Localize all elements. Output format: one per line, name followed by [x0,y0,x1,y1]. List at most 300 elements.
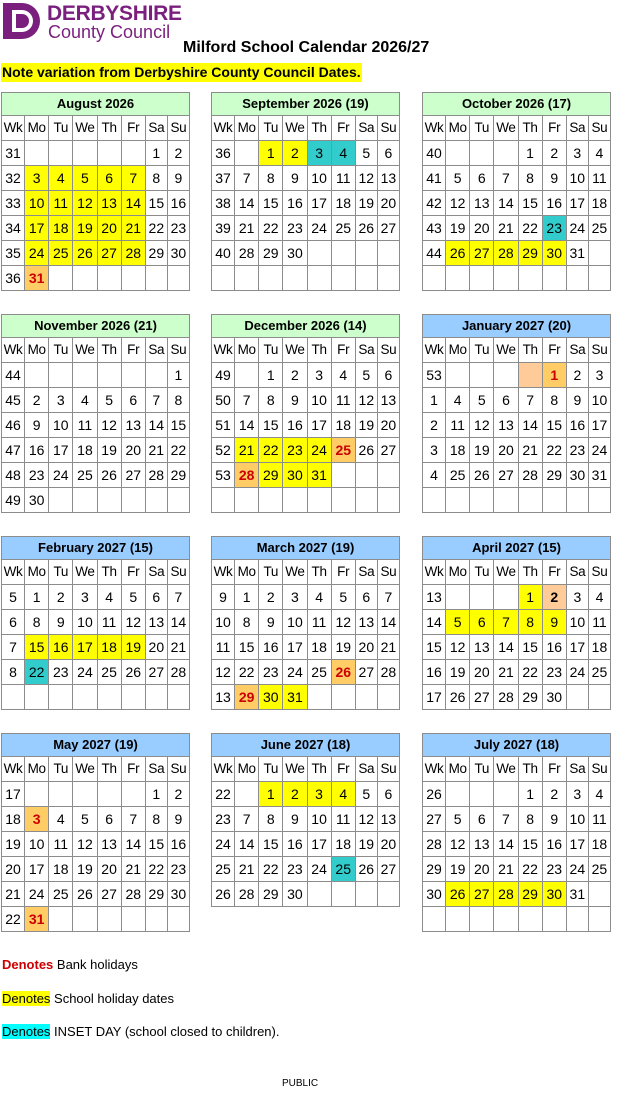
day-cell: 27 [377,216,399,241]
day-cell: 25 [588,660,610,685]
day-cell: 3 [566,141,588,166]
day-cell: 8 [145,807,167,832]
day-cell: 5 [73,807,97,832]
week-number [212,488,235,513]
week-number-header: Wk [423,560,446,585]
day-cell [446,488,470,513]
day-cell: 7 [494,610,518,635]
day-cell: 18 [307,635,331,660]
day-cell: 30 [167,241,189,266]
day-cell: 17 [283,635,307,660]
week-number: 43 [423,216,446,241]
day-cell: 28 [494,241,518,266]
logo-line2: County Council [48,22,171,42]
day-cell [307,685,331,710]
month-calendar [1,733,190,932]
day-cell: 9 [566,388,588,413]
week-row [2,388,190,413]
week-row [2,191,190,216]
day-cell: 5 [446,166,470,191]
legend-key: Denotes [2,1024,51,1039]
weekday-header: Fr [542,560,566,585]
day-cell: 14 [121,191,145,216]
day-cell: 14 [235,191,259,216]
week-row [212,363,400,388]
week-number: 35 [2,241,25,266]
day-cell: 28 [494,882,518,907]
day-cell: 9 [167,807,189,832]
week-row [212,882,400,907]
week-row [423,241,611,266]
week-number: 21 [2,882,25,907]
day-cell: 20 [470,660,494,685]
day-cell [377,882,399,907]
day-cell [355,241,377,266]
day-cell [588,685,610,710]
day-cell: 7 [235,166,259,191]
week-row [2,585,190,610]
day-cell: 4 [73,388,97,413]
day-cell: 18 [588,635,610,660]
week-row [212,685,400,710]
week-number-header: Wk [212,116,235,141]
week-number: 14 [423,610,446,635]
week-number: 50 [212,388,235,413]
weekday-header: Su [588,116,610,141]
day-cell: 12 [331,610,355,635]
day-cell [307,241,331,266]
day-cell [73,488,97,513]
day-cell: 6 [121,388,145,413]
day-cell: 28 [377,660,399,685]
day-cell [446,363,470,388]
day-cell: 18 [73,438,97,463]
weekday-header: Tu [49,757,73,782]
day-cell: 2 [49,585,73,610]
week-number: 12 [212,660,235,685]
week-number: 40 [212,241,235,266]
week-row [212,660,400,685]
day-cell [167,907,189,932]
day-cell: 17 [25,216,49,241]
day-cell: 1 [518,782,542,807]
day-cell: 25 [588,216,610,241]
day-cell: 16 [542,635,566,660]
week-row [212,635,400,660]
day-cell: 13 [494,413,518,438]
weekday-header: We [283,560,307,585]
week-row [423,363,611,388]
day-cell: 6 [145,585,167,610]
day-cell: 27 [377,438,399,463]
day-cell [355,488,377,513]
week-row [423,216,611,241]
day-cell: 2 [167,141,189,166]
day-cell: 20 [377,413,399,438]
day-cell: 7 [121,166,145,191]
day-cell [49,266,73,291]
week-number: 52 [212,438,235,463]
day-cell: 18 [588,191,610,216]
day-cell: 25 [49,882,73,907]
day-cell: 11 [49,191,73,216]
weekday-header: Su [377,338,399,363]
day-cell: 15 [259,832,283,857]
day-cell: 20 [121,438,145,463]
day-cell: 26 [446,882,470,907]
day-cell: 5 [355,363,377,388]
day-cell: 7 [518,388,542,413]
week-number: 6 [2,610,25,635]
day-cell: 21 [235,438,259,463]
day-cell: 17 [566,832,588,857]
day-cell: 28 [494,685,518,710]
week-number: 4 [423,463,446,488]
day-cell [121,488,145,513]
day-cell: 12 [73,191,97,216]
day-cell: 24 [283,660,307,685]
week-number: 34 [2,216,25,241]
day-cell: 12 [470,413,494,438]
day-cell: 7 [235,807,259,832]
day-cell [542,907,566,932]
weekday-header: Tu [470,757,494,782]
legend-key: Denotes [2,957,54,972]
day-cell [283,488,307,513]
day-cell [494,363,518,388]
day-cell: 10 [566,807,588,832]
legend-bank-holidays [2,957,138,972]
day-cell: 8 [25,610,49,635]
day-cell: 22 [259,216,283,241]
day-cell: 23 [283,438,307,463]
weekday-header: Su [588,560,610,585]
day-cell [518,907,542,932]
day-cell: 21 [518,438,542,463]
day-cell [377,241,399,266]
day-cell: 31 [566,241,588,266]
day-cell: 6 [97,807,121,832]
day-cell: 6 [377,363,399,388]
day-cell [49,363,73,388]
day-cell [377,685,399,710]
day-cell: 10 [283,610,307,635]
day-cell [235,363,259,388]
weekday-header: Fr [542,116,566,141]
day-cell: 8 [167,388,189,413]
day-cell [331,882,355,907]
week-number: 44 [423,241,446,266]
weekday-header: Mo [446,757,470,782]
week-number: 8 [2,660,25,685]
week-row [2,857,190,882]
day-cell: 1 [518,141,542,166]
day-cell: 11 [331,388,355,413]
day-cell: 20 [97,857,121,882]
weekday-header: Mo [235,338,259,363]
month-calendar [211,536,400,710]
day-cell: 2 [542,782,566,807]
day-cell [446,585,470,610]
day-cell [494,585,518,610]
footer-classification: PUBLIC [282,1078,319,1089]
month-title: August 2026 [2,93,190,116]
day-cell: 23 [167,857,189,882]
month-title: October 2026 (17) [423,93,611,116]
week-number: 44 [2,363,25,388]
day-cell: 27 [470,241,494,266]
weekday-header: Tu [49,338,73,363]
day-cell: 30 [542,685,566,710]
day-cell [307,882,331,907]
week-number: 15 [423,635,446,660]
day-cell: 16 [167,191,189,216]
day-cell: 21 [167,635,189,660]
day-cell [145,363,167,388]
weekday-header: Tu [470,560,494,585]
week-number: 9 [212,585,235,610]
day-cell [446,782,470,807]
week-row [423,882,611,907]
day-cell: 28 [235,241,259,266]
day-cell: 13 [470,832,494,857]
day-cell: 14 [494,832,518,857]
day-cell [97,782,121,807]
day-cell: 22 [145,216,167,241]
day-cell: 23 [283,216,307,241]
day-cell [331,685,355,710]
day-cell: 24 [566,857,588,882]
day-cell: 29 [259,463,283,488]
day-cell: 19 [73,216,97,241]
week-number: 30 [423,882,446,907]
week-row [423,463,611,488]
day-cell: 5 [470,388,494,413]
weekday-header: Su [588,338,610,363]
day-cell: 15 [259,191,283,216]
day-cell: 3 [566,585,588,610]
weekday-header: Th [307,757,331,782]
weekday-header: Sa [145,338,167,363]
week-row [2,266,190,291]
day-cell: 13 [355,610,377,635]
week-row [2,807,190,832]
month-calendar [422,314,611,513]
weekday-header: Fr [542,338,566,363]
week-number: 38 [212,191,235,216]
week-row [2,685,190,710]
weekday-header: Sa [566,338,588,363]
day-cell: 13 [97,191,121,216]
week-number: 22 [2,907,25,932]
day-cell [355,685,377,710]
day-cell: 19 [446,216,470,241]
weekday-header: Su [167,116,189,141]
day-cell: 27 [494,463,518,488]
week-row [2,166,190,191]
week-number: 23 [212,807,235,832]
day-cell: 15 [235,635,259,660]
day-cell: 15 [518,832,542,857]
day-cell [331,463,355,488]
day-cell [97,141,121,166]
weekday-header: Su [377,757,399,782]
week-number: 19 [2,832,25,857]
week-row [2,363,190,388]
weekday-header: Mo [235,757,259,782]
day-cell: 22 [145,857,167,882]
day-cell [542,488,566,513]
day-cell: 30 [283,463,307,488]
day-cell: 3 [25,166,49,191]
weekday-header: Tu [470,338,494,363]
weekday-header: Fr [121,338,145,363]
day-cell: 5 [446,610,470,635]
day-cell [588,882,610,907]
day-cell [470,907,494,932]
week-number: 39 [212,216,235,241]
day-cell: 18 [588,832,610,857]
day-cell: 24 [307,438,331,463]
day-cell: 19 [331,635,355,660]
day-cell [73,363,97,388]
day-cell: 9 [49,610,73,635]
day-cell: 10 [588,388,610,413]
day-cell [49,685,73,710]
day-cell: 10 [73,610,97,635]
week-number: 49 [2,488,25,513]
day-cell: 13 [145,610,167,635]
day-cell: 28 [235,463,259,488]
day-cell: 4 [307,585,331,610]
weekday-header: Fr [331,116,355,141]
weekday-header: Tu [259,338,283,363]
day-cell: 27 [97,241,121,266]
weekday-header: Mo [25,338,49,363]
day-cell: 28 [235,882,259,907]
week-number [212,266,235,291]
day-cell: 11 [588,166,610,191]
week-number [423,488,446,513]
week-row [212,413,400,438]
month-title: April 2027 (15) [423,537,611,560]
weekday-header: Fr [331,757,355,782]
day-cell [121,266,145,291]
day-cell: 16 [283,191,307,216]
day-cell: 27 [470,685,494,710]
day-cell: 6 [97,166,121,191]
day-cell: 26 [121,660,145,685]
legend-text: INSET DAY (school closed to children). [50,1024,280,1039]
day-cell: 6 [377,782,399,807]
week-number: 13 [423,585,446,610]
day-cell: 29 [518,882,542,907]
week-row [2,438,190,463]
day-cell: 19 [97,438,121,463]
day-cell: 25 [97,660,121,685]
week-number: 11 [212,635,235,660]
month-title: March 2027 (19) [212,537,400,560]
day-cell: 11 [331,166,355,191]
day-cell: 17 [307,413,331,438]
day-cell [73,685,97,710]
day-cell: 17 [307,191,331,216]
weekday-header: Sa [566,560,588,585]
weekday-header: Th [518,116,542,141]
day-cell: 8 [259,807,283,832]
month-calendar [211,92,400,291]
day-cell: 26 [355,438,377,463]
day-cell: 8 [259,388,283,413]
day-cell: 29 [542,463,566,488]
day-cell [494,488,518,513]
weekday-header: Sa [145,116,167,141]
day-cell: 29 [518,685,542,710]
day-cell: 31 [307,463,331,488]
day-cell: 4 [97,585,121,610]
legend-text: School holiday dates [50,991,175,1006]
day-cell: 16 [542,191,566,216]
weekday-header: Sa [355,338,377,363]
day-cell [566,907,588,932]
day-cell: 16 [259,635,283,660]
day-cell: 6 [377,141,399,166]
weekday-header: We [283,757,307,782]
weekday-header: Mo [235,560,259,585]
day-cell [145,488,167,513]
day-cell: 22 [259,438,283,463]
week-row [423,685,611,710]
day-cell: 16 [542,832,566,857]
day-cell: 16 [283,832,307,857]
day-cell: 26 [446,241,470,266]
day-cell: 8 [259,166,283,191]
week-number: 49 [212,363,235,388]
day-cell: 26 [97,463,121,488]
week-number: 36 [212,141,235,166]
day-cell: 24 [25,882,49,907]
day-cell: 2 [25,388,49,413]
week-number: 51 [212,413,235,438]
day-cell: 19 [446,660,470,685]
day-cell [167,488,189,513]
day-cell: 6 [470,807,494,832]
day-cell: 6 [494,388,518,413]
day-cell: 26 [331,660,355,685]
day-cell: 19 [73,857,97,882]
weekday-header: Sa [145,560,167,585]
day-cell: 27 [355,660,377,685]
weekday-header: Sa [566,757,588,782]
day-cell [470,488,494,513]
day-cell: 3 [307,141,331,166]
day-cell: 2 [542,141,566,166]
page-title: Milford School Calendar 2026/27 [183,39,430,56]
weekday-header: Th [307,338,331,363]
weekday-header: Th [97,757,121,782]
day-cell: 3 [49,388,73,413]
day-cell: 5 [355,141,377,166]
week-number: 13 [212,685,235,710]
week-number [423,266,446,291]
day-cell: 14 [167,610,189,635]
day-cell: 26 [470,463,494,488]
day-cell: 1 [259,782,283,807]
day-cell: 21 [235,857,259,882]
week-row [423,388,611,413]
day-cell: 2 [167,782,189,807]
day-cell: 16 [25,438,49,463]
